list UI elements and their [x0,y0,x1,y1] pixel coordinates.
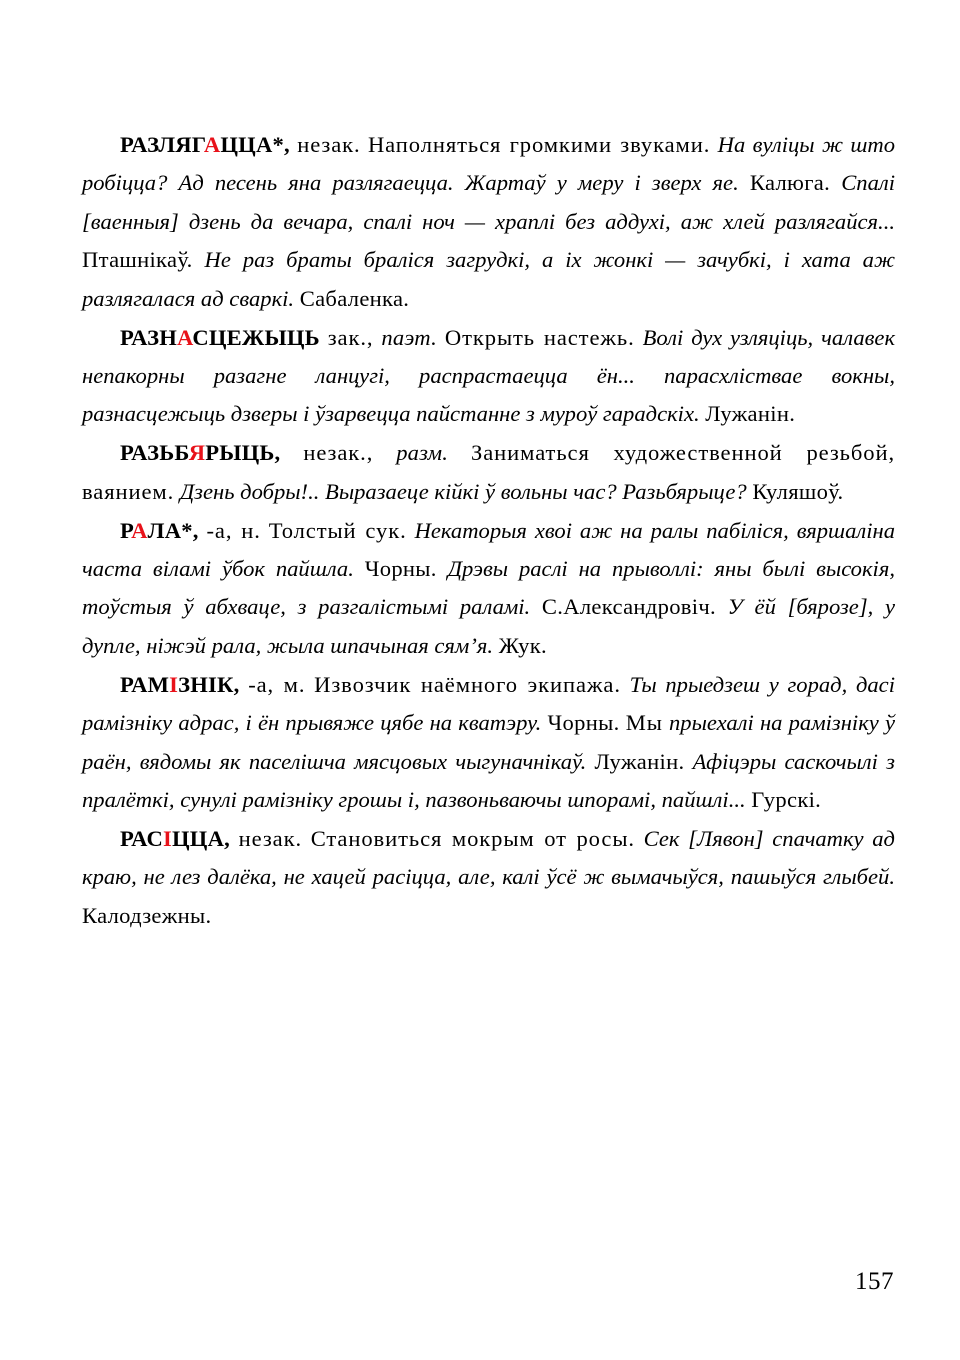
entry-headword [120,672,239,697]
entry-gloss: Наполняться громкими звуками. [367,132,711,157]
entry-source: С.Александровіч. [541,594,716,620]
entry-citation: Волі дух узляціць, чалавек непакорны разагне ланцугі, распрастаецца ён... парасхліствае вокны, разнасцежыць дзверы і ўзарвецца пайстанне з муроў гарадскіх. [82,324,896,427]
entry-gloss: Становиться мокрым от росы. [310,825,635,851]
headword-suffix: СЦЕЖЫЦЬ [192,324,320,350]
grammar-label: -а, м. [248,671,306,697]
dictionary-entry [82,820,895,935]
entry-source: Пташнікаў. [82,247,193,273]
entry-citation: На вуліцы ж што робіцца? Ад песень яна разлягаецца. Жартаў у меру і зверх яе. [82,132,896,196]
entry-citation: Дзень добры!.. Выразаеце кійкі ў вольны час? Разьбярыце? [179,478,747,504]
headword-stressed-letter: А [176,324,193,350]
dictionary-entry [82,319,895,434]
entry-headword [120,132,290,157]
headword-stressed-letter: А [203,132,221,157]
headword-suffix: ЛА*, [147,517,199,543]
entry-source: Куляшоў. [752,478,844,504]
grammar-label: незак. [297,132,361,157]
entry-citation: Некаторыя хвоі аж на ралы пабіліся, вяршаліна часта віламі ўбок пайшла. [82,517,895,581]
entry-citation: У ёй [бярозе], у дупле, ніжэй рала, жыла шпачыная сям’я. [82,594,895,658]
headword-stressed-letter: І [163,825,173,851]
page-number: 157 [855,1268,894,1295]
entry-citation: Сек [Лявон] спачатку ад краю, не лез далёка, не хацей расіцца, але, калі ўсё ж вымачыўся, пашыўся глыбей. [82,825,895,890]
entry-source: Лужанін. [594,748,685,774]
dictionary-entry [82,666,895,820]
entry-citation: Спалі [ваенныя] дзень да вечара, спалі ноч — храплі без аддухі, аж хлей разлягайся... [82,170,896,234]
headword-suffix: ЦЦА, [172,825,230,851]
entry-gloss: Заниматься художественной резьбой, ваянием. [82,440,896,504]
entry-citation: Ты прыедзеш у горад, дасі рамізніку адрас, і ён прывяже цябе на кватэру. [82,671,895,736]
grammar-label: -а, н. [206,517,261,543]
entry-citation: Дрэвы раслі на прыволлі: яны былі высокія, тоўстыя ў абхваце, з разгалістымі раламі. [82,555,895,620]
headword-prefix: РАМ [120,671,170,697]
grammar-label: зак., [327,324,374,350]
headword-suffix: ЗНІК, [178,671,240,697]
headword-prefix: РАС [120,825,164,851]
headword-suffix: РЫЦЬ, [205,440,281,466]
entry-headword [120,325,320,350]
entry-source: Жук. [498,632,547,658]
grammar-style-label: паэт. [381,324,437,350]
entry-source: Чорны. [364,555,437,581]
dictionary-entry [82,434,895,511]
entry-headword [120,518,199,543]
headword-stressed-letter: І [169,671,179,697]
grammar-label: незак. [238,825,303,851]
entry-gloss-fragment: Мы [625,710,663,736]
headword-prefix: РАЗЛЯГ [120,132,204,157]
dictionary-entry [82,126,895,318]
entry-source: Лужанін. [705,401,796,427]
entry-source: Чорны. [547,710,620,736]
entry-source: Калодзежны. [82,902,212,928]
dictionary-entry [82,512,895,666]
entry-gloss: Толстый сук. [268,517,407,543]
entry-citation: Не раз браты браліся загрудкі, а іх жонкі — зачубкі, і хата аж разлягалася ад сваркі. [82,247,895,311]
headword-stressed-letter: А [131,517,148,543]
headword-prefix: РАЗЬБ [120,440,189,466]
grammar-label: незак., [303,440,374,466]
entry-gloss: Открыть настежь. [444,324,635,350]
entry-citation: Афіцэры саскочылі з пралёткі, сунулі рамізніку грошы і, пазвоньваючы шпорамі, пайшлі... [82,748,895,812]
entry-list [82,126,895,935]
headword-prefix: РАЗН [120,324,177,350]
entry-headword [120,826,230,851]
grammar-style-label: разм. [396,440,449,466]
entry-headword [120,440,280,465]
headword-prefix: Р [120,517,132,543]
entry-citation: прыехалі на рамізніку ў раён, вядомы як паселішча мясцовых чыгуначнікаў. [82,710,896,774]
entry-gloss: Извозчик наёмного экипажа. [314,671,621,697]
entry-source: Сабаленка. [299,285,410,311]
headword-stressed-letter: Я [188,440,206,466]
headword-suffix: ЦЦА*, [220,132,290,157]
entry-source: Гурскі. [751,786,822,812]
entry-source: Калюга. [749,170,831,196]
